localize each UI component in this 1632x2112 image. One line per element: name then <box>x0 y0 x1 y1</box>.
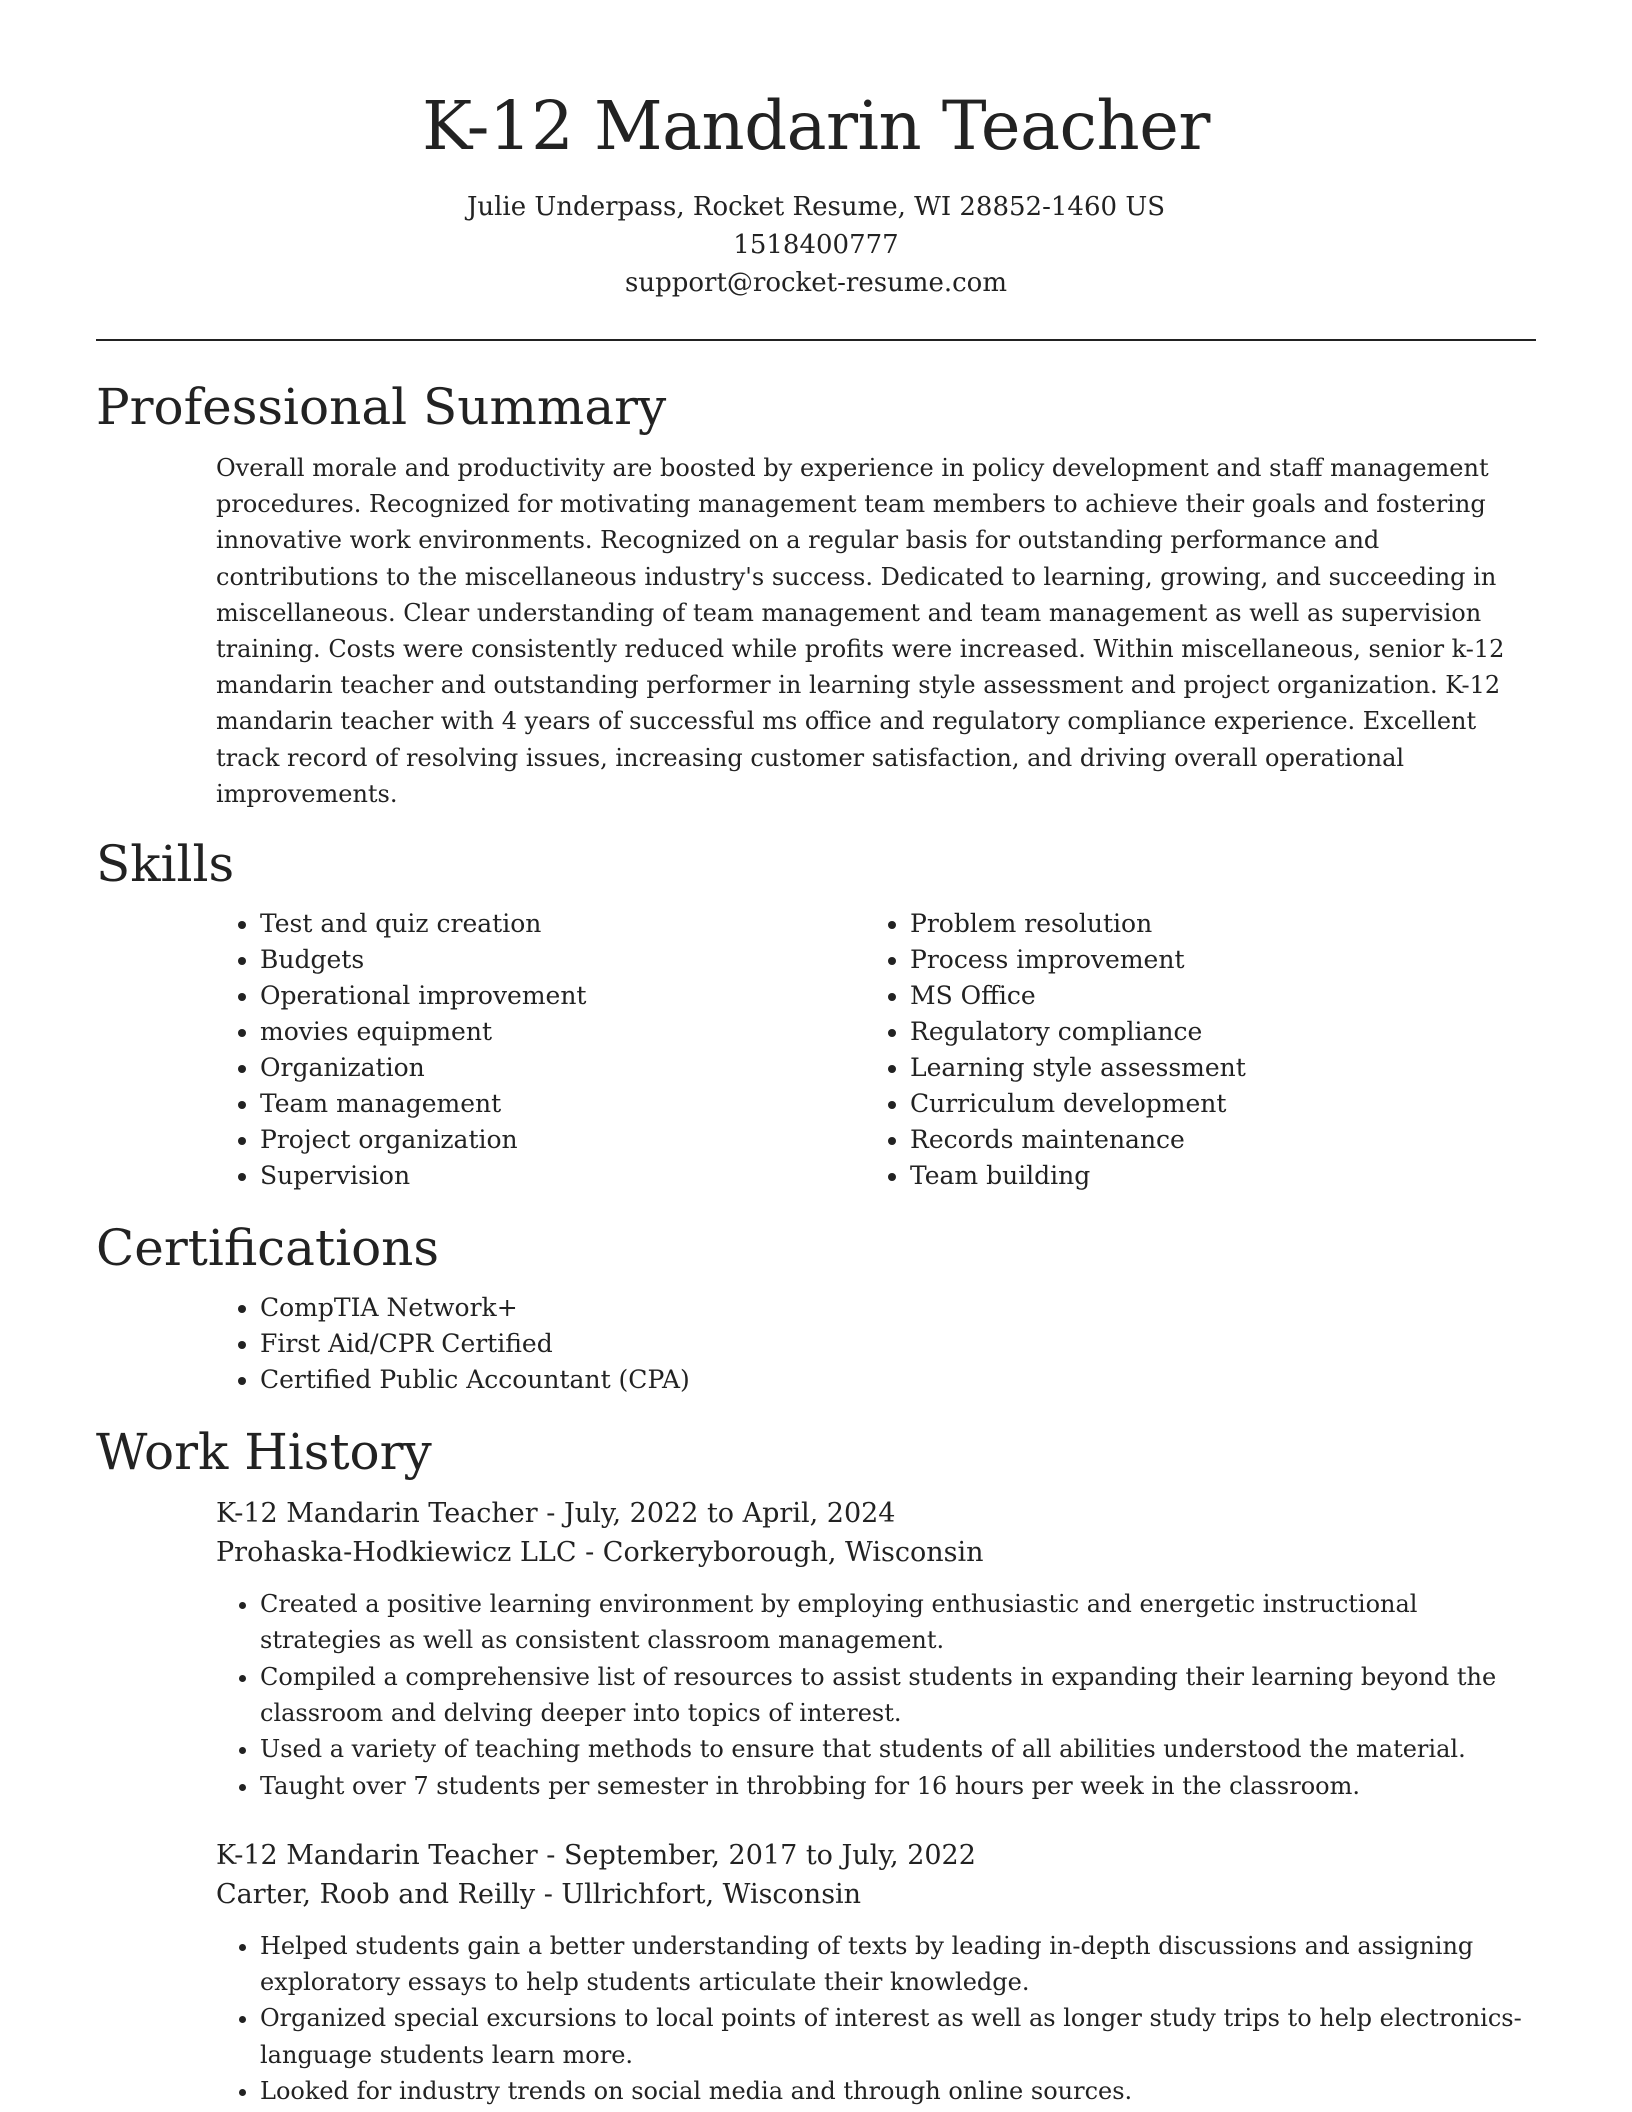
certification-item: • First Aid/CPR Certified <box>260 1326 1536 1362</box>
job-bullet: • Looked for industry trends on social media and through online sources. <box>260 2073 1536 2109</box>
job-dates: - September, 2017 to July, 2022 <box>537 1839 976 1871</box>
job-company-line <box>216 1533 1536 1572</box>
job-dates: - July, 2022 to April, 2024 <box>537 1498 896 1530</box>
job-entry <box>216 1494 1536 1804</box>
phone: 1518400777 <box>733 230 899 260</box>
job-company: Carter, Roob and Reilly <box>216 1878 536 1910</box>
skill-item: • Process improvement <box>910 942 1516 978</box>
job-title: K-12 Mandarin Teacher <box>216 1498 538 1530</box>
job-entry <box>216 1836 1536 2109</box>
job-title: K-12 Mandarin Teacher <box>216 1839 538 1871</box>
work-history-heading: Work History <box>96 1423 432 1482</box>
job-bullet: • Used a variety of teaching methods to ensure that students of all abilities understood the material. <box>260 1731 1536 1767</box>
skill-item: • Budgets <box>260 942 866 978</box>
skill-item: • Test and quiz creation <box>260 906 866 942</box>
certification-item: • CompTIA Network+ <box>260 1290 1536 1326</box>
job-bullets <box>216 1586 1536 1804</box>
job-bullets <box>216 1928 1536 2109</box>
job-company: Prohaska-Hodkiewicz LLC <box>216 1537 577 1569</box>
skill-item: • MS Office <box>910 978 1516 1014</box>
job-bullet: • Taught over 7 students per semester in throbbing for 16 hours per week in the classroom. <box>260 1768 1536 1804</box>
certification-item: • Certified Public Accountant (CPA) <box>260 1362 1536 1398</box>
job-bullet: • Organized special excursions to local points of interest as well as longer study trips to help electronics-language students learn more. <box>260 2000 1536 2073</box>
job-title-line <box>216 1494 1536 1533</box>
certifications-heading: Certifications <box>96 1219 440 1278</box>
job-company-line <box>216 1875 1536 1914</box>
skill-item: • Team building <box>910 1158 1516 1194</box>
summary-heading: Professional Summary <box>96 378 667 436</box>
email: support@rocket-resume.com <box>624 268 1007 298</box>
skills-list-left <box>216 906 866 1194</box>
skills-section <box>96 834 1536 1194</box>
skill-item: • Operational improvement <box>260 978 866 1014</box>
skill-item: • Team management <box>260 1086 866 1122</box>
certifications-list <box>216 1290 1536 1398</box>
skill-item: • Problem resolution <box>910 906 1516 942</box>
summary-section <box>96 377 1536 812</box>
work-history-section <box>96 1422 1536 2109</box>
contact-info <box>0 188 1632 302</box>
job-title-line <box>216 1836 1536 1875</box>
skill-item: • Records maintenance <box>910 1122 1516 1158</box>
header-divider <box>96 339 1536 341</box>
skill-item: • Project organization <box>260 1122 866 1158</box>
skills-heading: Skills <box>96 835 235 894</box>
skill-item: • Regulatory compliance <box>910 1014 1516 1050</box>
job-bullet: • Compiled a comprehensive list of resources to assist students in expanding their learning beyond the classroom and delving deeper into topics of interest. <box>260 1659 1536 1732</box>
address: Julie Underpass, Rocket Resume, WI 28852-1460 US <box>466 192 1166 222</box>
skill-item: • movies equipment <box>260 1014 866 1050</box>
skill-item: • Supervision <box>260 1158 866 1194</box>
skills-list-right <box>866 906 1516 1194</box>
skill-item: • Organization <box>260 1050 866 1086</box>
summary-text: Overall morale and productivity are boosted by experience in policy development and staff management procedures. Recognized for motivating management team members to achieve their goals and fostering innovative work environments. Recognized on a regular basis for outstanding performance and contributions to the miscellaneous industry's success. Dedicated to learning, growing, and succeeding in miscellaneous. Clear understanding of team management and team management as well as supervision training. Costs were consistently reduced while profits were increased. Within miscellaneous, senior k-12 mandarin teacher and outstanding performer in learning style assessment and project organization. K-12 mandarin teacher with 4 years of successful ms office and regulatory compliance experience. Excellent track record of resolving issues, increasing customer satisfaction, and driving overall operational improvements. <box>216 454 1505 808</box>
certifications-section <box>96 1218 1536 1398</box>
job-bullet: • Created a positive learning environment by employing enthusiastic and energetic instructional strategies as well as consistent classroom management. <box>260 1586 1536 1659</box>
job-location: - Ullrichfort, Wisconsin <box>535 1878 862 1910</box>
skill-item: • Learning style assessment <box>910 1050 1516 1086</box>
resume-header <box>0 0 1632 302</box>
skill-item: • Curriculum development <box>910 1086 1516 1122</box>
job-bullet: • Helped students gain a better understanding of texts by leading in-depth discussions and assigning exploratory essays to help students articulate their knowledge. <box>260 1928 1536 2001</box>
job-location: - Corkeryborough, Wisconsin <box>576 1537 984 1569</box>
candidate-name: K-12 Mandarin Teacher <box>422 87 1210 165</box>
